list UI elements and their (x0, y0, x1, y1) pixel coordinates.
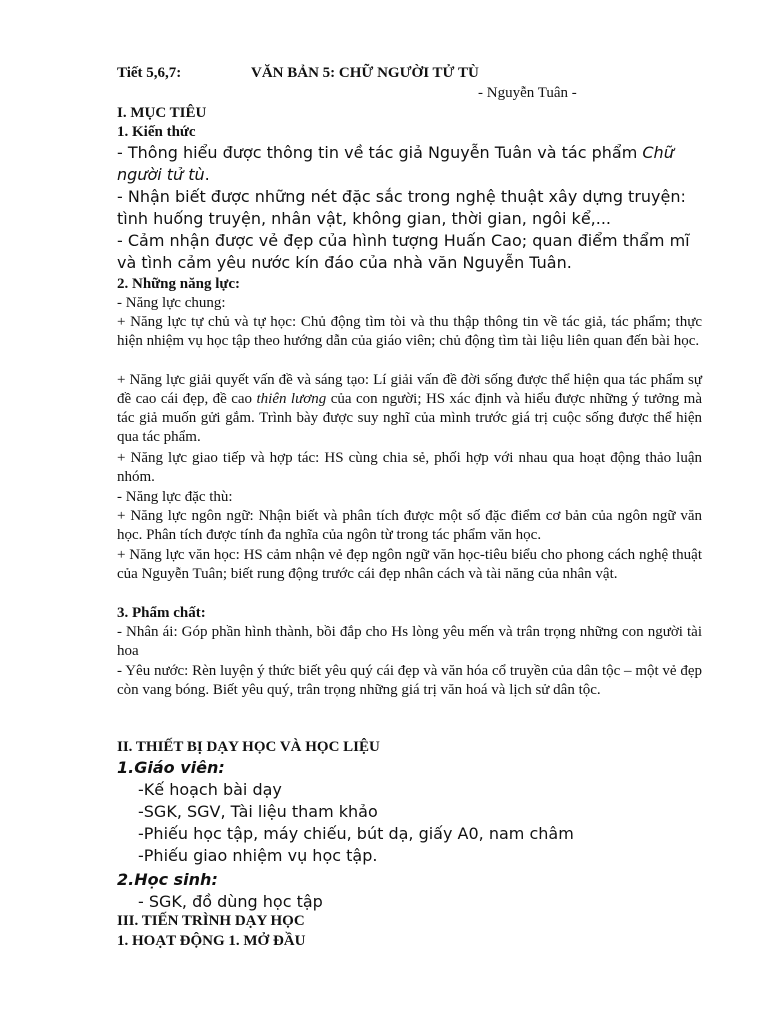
teacher-heading: 1.Giáo viên: (117, 758, 225, 777)
competence-specific-label: - Năng lực đặc thù: (117, 489, 233, 505)
section-equipment-heading: II. THIẾT BỊ DẠY HỌC VÀ HỌC LIỆU (117, 739, 380, 755)
teacher-item: -SGK, SGV, Tài liệu tham khảo (138, 802, 378, 821)
teacher-item: -Phiếu giao nhiệm vụ học tập. (138, 846, 378, 865)
quality-kindness: - Nhân ái: Góp phần hình thành, bồi đắp cho Hs lòng yêu mến và trân trọng những con người tài hoa (117, 624, 702, 659)
activity-1-heading: 1. HOẠT ĐỘNG 1. MỞ ĐẦU (117, 933, 306, 949)
student-heading: 2.Học sinh: (117, 870, 218, 889)
competence-problem-solving: + Năng lực giải quyết vấn đề và sáng tạo: Lí giải vấn đề đời sống được thể hiện qua tác phẩm sự đề cao cái đẹp, đề cao thiên lương của con người; HS xác định và hiểu được những ý tưởng mà tác giả muốn gửi gắm. Trình bày được suy nghĩ của mình trước giá trị cuộc sống được thể hiện qua tác phẩm. (117, 372, 702, 445)
teacher-item: -Phiếu học tập, máy chiếu, bút dạ, giấy A0, nam châm (138, 824, 574, 843)
section-process-heading: III. TIẾN TRÌNH DẠY HỌC (117, 913, 305, 929)
teacher-item: -Kế hoạch bài dạy (138, 780, 282, 799)
quality-patriotism: - Yêu nước: Rèn luyện ý thức biết yêu quý cái đẹp và văn hóa cổ truyền của dân tộc – một vẻ đẹp còn vang bóng. Biết yêu quý, trân trọng những giá trị văn hoá và lịch sử dân tộc. (117, 663, 702, 698)
qualities-heading: 3. Phẩm chất: (117, 605, 206, 621)
lesson-label: Tiết 5,6,7: (117, 65, 182, 81)
student-item: - SGK, đồ dùng học tập (138, 892, 323, 911)
knowledge-item-2: - Nhận biết được những nét đặc sắc trong nghệ thuật xây dựng truyện: tình huống truyện, nhân vật, không gian, thời gian, ngôi kể,... (117, 187, 686, 228)
knowledge-item-3: - Cảm nhận được vẻ đẹp của hình tượng Huấn Cao; quan điểm thẩm mĩ và tình cảm yêu nước kín đáo của nhà văn Nguyễn Tuân. (117, 231, 690, 272)
competence-communication: + Năng lực giao tiếp và hợp tác: HS cùng chia sẻ, phối hợp với nhau qua hoạt động thảo luận nhóm. (117, 450, 702, 485)
competence-language: + Năng lực ngôn ngữ: Nhận biết và phân tích được một số đặc điểm cơ bản của ngôn ngữ văn học. Phân tích được tính đa nghĩa của ngôn từ trong tác phẩm văn học. (117, 508, 702, 543)
document-title: VĂN BẢN 5: CHỮ NGƯỜI TỬ TÙ (251, 65, 479, 81)
author-line: - Nguyễn Tuân - (478, 85, 577, 101)
competence-literature: + Năng lực văn học: HS cảm nhận vẻ đẹp ngôn ngữ văn học-tiêu biểu cho phong cách nghệ thuật của Nguyễn Tuân; biết rung động trước cái đẹp nhân cách và tài năng của nhân vật. (117, 547, 702, 582)
competence-general-label: - Năng lực chung: (117, 295, 226, 311)
competence-self-study: + Năng lực tự chủ và tự học: Chủ động tìm tòi và thu thập thông tin về tác giả, tác phẩm; thực hiện nhiệm vụ học tập theo hướng dẫn của giáo viên; chủ động tìm tài liệu liên quan đến bài học. (117, 314, 702, 349)
knowledge-item-1: - Thông hiểu được thông tin về tác giả Nguyễn Tuân và tác phẩm Chữ người tử tù. (117, 143, 674, 184)
competence-heading: 2. Những năng lực: (117, 276, 241, 292)
knowledge-heading: 1. Kiến thức (117, 124, 196, 140)
section-objectives-heading: I. MỤC TIÊU (117, 105, 207, 121)
